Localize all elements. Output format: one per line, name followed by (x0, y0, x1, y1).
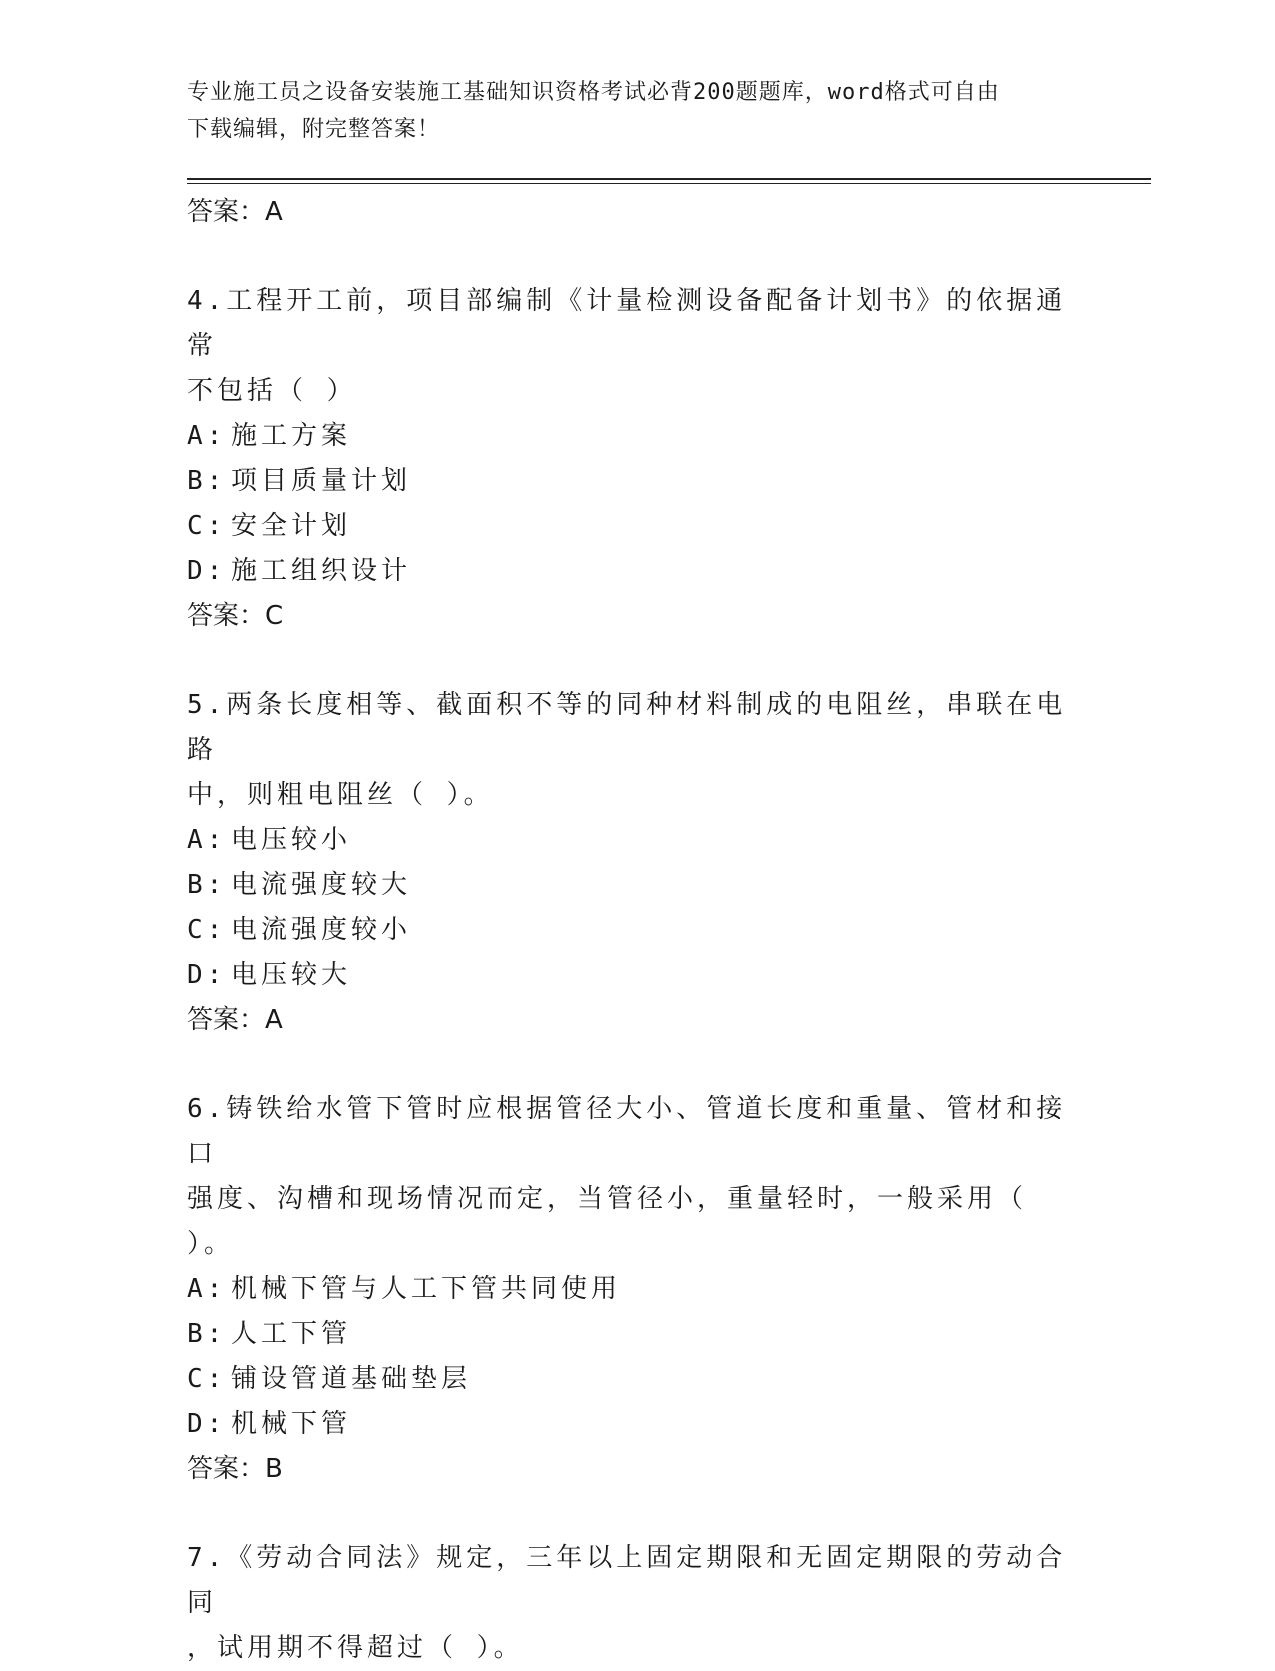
option-c (187, 908, 1067, 953)
option-c (187, 504, 1067, 549)
question-line-1: 4.工程开工前，项目部编制《计量检测设备配备计划书》的依据通常 (187, 286, 1067, 361)
option-letter: A: (187, 825, 227, 855)
option-text: 人工下管 (231, 1319, 352, 1349)
option-b (187, 863, 1067, 908)
answer: 答案：A (187, 1005, 283, 1035)
option-d (187, 953, 1067, 998)
option-text: 施工组织设计 (231, 556, 412, 586)
header-line-2: 下载编辑，附完整答案！ (187, 117, 441, 142)
option-letter: D: (187, 960, 227, 990)
question-line-2: ，试用期不得超过（ ）。 (187, 1633, 524, 1663)
question-line-2: 中，则粗电阻丝（ ）。 (187, 780, 494, 810)
option-a (187, 818, 1067, 863)
option-text: 施工方案 (231, 421, 352, 451)
option-a (187, 1267, 1067, 1312)
option-c (187, 1357, 1067, 1402)
option-d (187, 1402, 1067, 1447)
option-letter: C: (187, 915, 227, 945)
option-letter: C: (187, 1364, 227, 1394)
option-letter: D: (187, 1409, 227, 1439)
option-text: 电流强度较大 (231, 870, 412, 900)
option-letter: D: (187, 556, 227, 586)
question-6 (187, 1087, 1067, 1492)
option-text: 电压较小 (231, 825, 352, 855)
question-text (187, 683, 1067, 818)
question-line-1: 5.两条长度相等、截面积不等的同种材料制成的电阻丝，串联在电路 (187, 690, 1067, 765)
option-b (187, 1312, 1067, 1357)
previous-answer: 答案：A (187, 197, 283, 227)
question-5 (187, 683, 1067, 1043)
option-letter: C: (187, 511, 227, 541)
question-line-1: 6.铸铁给水管下管时应根据管径大小、管道长度和重量、管材和接口 (187, 1094, 1067, 1169)
option-letter: B: (187, 466, 227, 496)
option-letter: B: (187, 1319, 227, 1349)
question-text (187, 1536, 1067, 1671)
option-d (187, 549, 1067, 594)
option-letter: A: (187, 421, 227, 451)
option-letter: A: (187, 1274, 227, 1304)
answer: 答案：B (187, 1454, 283, 1484)
option-text: 项目质量计划 (231, 466, 412, 496)
question-text (187, 279, 1067, 414)
answer: 答案：C (187, 601, 284, 631)
option-text: 电压较大 (231, 960, 352, 990)
option-text: 安全计划 (231, 511, 352, 541)
option-b (187, 459, 1067, 504)
document-header (187, 74, 1067, 148)
question-line-2: 不包括（ ） (187, 376, 357, 406)
option-text: 机械下管与人工下管共同使用 (231, 1274, 622, 1304)
header-line-1: 专业施工员之设备安装施工基础知识资格考试必背200题题库，word格式可自由 (187, 80, 1000, 105)
option-text: 铺设管道基础垫层 (231, 1364, 472, 1394)
question-4 (187, 279, 1067, 639)
question-line-1: 7.《劳动合同法》规定，三年以上固定期限和无固定期限的劳动合同 (187, 1543, 1067, 1618)
header-rule-thick (187, 178, 1151, 180)
question-list (187, 190, 1067, 1671)
option-text: 机械下管 (231, 1409, 352, 1439)
header-rule-thin (187, 183, 1151, 184)
question-line-2: 强度、沟槽和现场情况而定，当管径小，重量轻时，一般采用（ ）。 (187, 1184, 1028, 1259)
question-7 (187, 1536, 1067, 1671)
option-text: 电流强度较小 (231, 915, 412, 945)
question-text (187, 1087, 1067, 1267)
option-letter: B: (187, 870, 227, 900)
option-a (187, 414, 1067, 459)
